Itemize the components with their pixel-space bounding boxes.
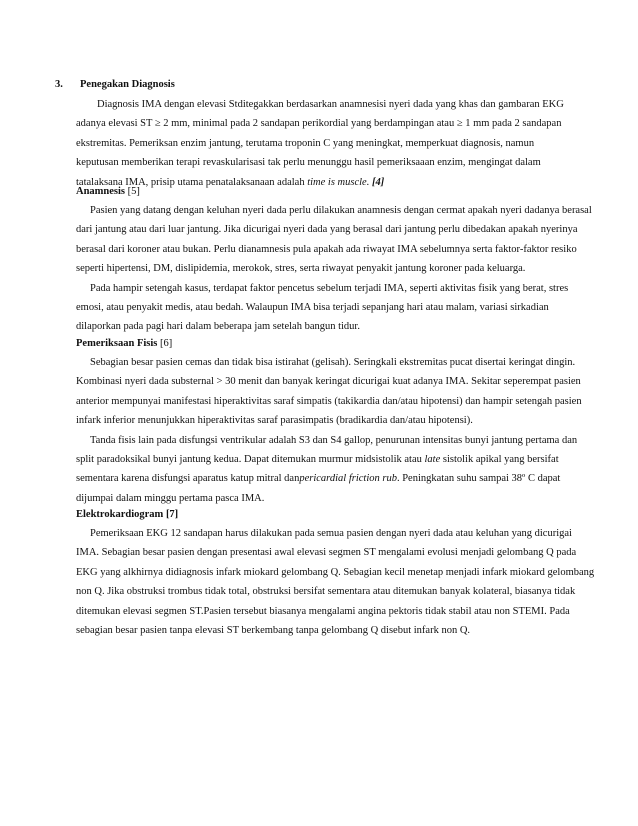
intro-text: Diagnosis IMA dengan elevasi Stditegakkan berdasarkan anamnesisi nyeri dada yang khas dan gambaran EKG adanya elevasi ST ≥ 2 mm, minimal pada 2 sandapan perikordial yang berdampingan atau ≥ 1 mm pada 2 sandapan ekstremitas. Pemeriksan enzim jantung, terutama troponin C yang meningkat, memperkuat diagnosis, namun keputusan memberikan terapi revaskularisasi tak perlu menunggu hasil pemeriksaaan enzim, mengingat dalam tatalaksana IMA, prisip utama penatalaksanaan adalah xyxy=(76,99,564,188)
section-heading xyxy=(55,78,575,92)
pemeriksaan-friction-italic: pericardial friction rub xyxy=(299,473,397,485)
pemeriksaan-p2-part-c: . Peningkatan suhu sampai 38º C dapat dijumpai dalam minggu pertama pasca IMA. xyxy=(76,473,561,504)
pemeriksaan-title: Pemeriksaan Fisis xyxy=(76,338,158,349)
section-title: Penegakan Diagnosis xyxy=(80,79,175,90)
section-number: 3. xyxy=(55,79,63,90)
section-elektrokardiogram xyxy=(55,508,596,640)
section-anamnesis xyxy=(55,185,596,337)
pemeriksaan-paragraph-2 xyxy=(76,431,596,509)
anamnesis-ref: [5] xyxy=(127,186,140,197)
pemeriksaan-p2-part-a: Tanda fisis lain pada disfungsi ventrikular adalah S3 dan S4 gallop, penurunan intensitas bunyi jantung pertama dan split paradoksikal bunyi jantung kedua. Dapat ditemukan murmur midsistolik atau xyxy=(76,434,578,466)
pemeriksaan-paragraph-1: Sebagian besar pasien cemas dan tidak bisa istirahat (gelisah). Seringkali ekstremitas pucat disertai keringat dingin. Kombinasi nyeri dada substernal > 30 menit dan banyak keringat dicurigai kuat adanya IMA. Sekitar seperempat pasien anterior mempunyai manifestasi hiperaktivitas saraf simpatis (takikardia dan/atau hipotensi) dan hampir setengah pasien infark inferior menunjukkan hiperaktivitas saraf parasimpatis (bradikardia dan/atau hipotensi). xyxy=(76,357,582,427)
intro-italic: time is muscle. xyxy=(307,176,370,188)
intro-paragraph xyxy=(55,95,575,192)
pemeriksaan-heading xyxy=(76,337,596,351)
ekg-title: Elektrokardiogram xyxy=(76,509,164,520)
ekg-ref: [7] xyxy=(165,509,179,520)
section-diagnosis xyxy=(55,78,575,192)
anamnesis-paragraph-1: Pasien yang datang dengan keluhan nyeri dada perlu dilakukan anamnesis dengan cermat apakah nyeri dadanya berasal dari jantung atau dari luar jantung. Jika dicurigai nyeri dada yang berasal dari jantung perlu dibedakan apakah nyerinya berasal dari koroner atau bukan. Perlu dianamnesis pula apakah ada riwayat IMA sebelumnya serta faktor-faktor resiko seperti hipertensi, DM, dislipidemia, merokok, stres, serta riwayat penyakit jantung koroner pada keluarga. xyxy=(76,205,592,275)
anamnesis-paragraph-2: Pada hampir setengah kasus, terdapat faktor pencetus sebelum terjadi IMA, seperti aktivitas fisik yang berat, stres emosi, atau penyakit medis, atau bedah. Walaupun IMA bisa terjadi sepanjang hari atau malam, variasi sirkadian dilaporkan pada pagi hari dalam beberapa jam setelah bangun tidur. xyxy=(76,282,569,333)
pemeriksaan-ref: [6] xyxy=(160,338,173,349)
anamnesis-title: Anamnesis xyxy=(76,186,126,197)
ekg-paragraph-1: Pemeriksaan EKG 12 sandapan harus dilakukan pada semua pasien dengan nyeri dada atau keluhan yang dicurigai IMA. Sebagian besar pasien dengan presentasi awal elevasi segmen ST mengalami evolusi menjadi gelombang Q pada EKG yang alkhirnya didiagnosis infark miokard gelombang Q. Sebagian kecil menetap menjadi infark miokard gelombang non Q. Jika obstruksi trombus tidak total, obstruksi bersifat sementara atau ditemukan banyak kolateral, biasanya tidak ditemukan elevasi segmen ST.Pasien tersebut biasanya mengalami angina pektoris tidak stabil atau non STEMI. Pada sebagian besar pasien tanpa elevasi ST berkembang tanpa gelombang Q disebut infark non Q. xyxy=(76,528,595,637)
pemeriksaan-late-italic: late xyxy=(424,454,441,466)
pemeriksaan-p2-part-b: sistolik apikal yang bersifat sementara karena disfungsi aparatus katup mitral dan xyxy=(76,454,559,485)
anamnesis-heading xyxy=(76,185,596,199)
ekg-heading xyxy=(76,508,596,522)
section-pemeriksaan-fisis xyxy=(55,337,596,508)
intro-ref: [4] xyxy=(371,176,385,188)
